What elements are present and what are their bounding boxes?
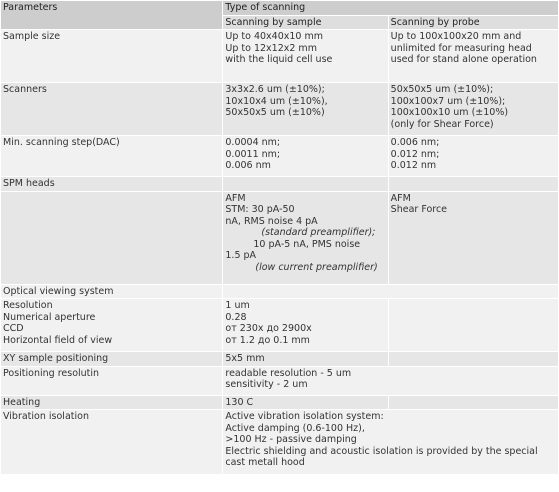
row-label: Positioning resolutin [1, 367, 222, 395]
scanning-by-probe-header: Scanning by probe [389, 16, 558, 30]
optical-values: 1 um 0.28 от 230x до 2900x от 1.2 до 0.1 mm [223, 299, 387, 351]
type-of-scanning-header: Type of scanning [223, 1, 558, 15]
positioning-resolution-value: readable resolution - 5 um sensitivity - 2 um [223, 367, 558, 395]
table-row [1, 285, 558, 299]
sample-value: AFM STM: 30 pA-50 nA, RMS noise 4 pA (standard preamplifier); 10 pA-5 nA, PMS noise 1.5 pA (low current preamplifier) [223, 192, 387, 284]
row-label: SPM heads [1, 177, 222, 191]
table-row [1, 396, 558, 410]
row-label: Vibration isolation [1, 410, 222, 474]
sample-value: Up to 40x40x10 mm Up to 12x12x2 mm with the liquid cell use [223, 30, 387, 82]
row-label: Resolution Numerical aperture CCD Horizontal field of view [1, 299, 222, 351]
table-row [1, 192, 558, 284]
table-row [1, 177, 558, 191]
probe-value: AFM Shear Force [389, 192, 558, 284]
table-row [1, 410, 558, 474]
row-label: Optical viewing system [1, 285, 222, 299]
vibration-value: Active vibration isolation system: Active damping (0.6-100 Hz), >100 Hz - passive damping Electric shielding and acoustic isolation is provided by the special cast metall hood [223, 410, 558, 474]
table-header-row [1, 1, 558, 15]
row-label: Scanners [1, 83, 222, 135]
probe-value: 50x50x5 um (±10%); 100x100x7 um (±10%); 100x100x10 um (±10%) (only for Shear Force) [389, 83, 558, 135]
row-label: Heating [1, 396, 222, 410]
xy-value: 5x5 mm [223, 352, 387, 366]
table-row [1, 136, 558, 176]
row-label: Min. scanning step(DAC) [1, 136, 222, 176]
table-row [1, 367, 558, 395]
heating-value: 130 C [223, 396, 387, 410]
table-row [1, 299, 558, 351]
table-row [1, 83, 558, 135]
table-row [1, 352, 558, 366]
probe-value: 0.006 nm; 0.012 nm; 0.012 nm [389, 136, 558, 176]
sample-value: 0.0004 nm; 0.0011 nm; 0.006 nm [223, 136, 387, 176]
scanning-by-sample-header: Scanning by sample [223, 16, 387, 30]
row-label: Sample size [1, 30, 222, 82]
probe-value: Up to 100x100x20 mm and unlimited for measuring head used for stand alone operation [389, 30, 558, 82]
table-row [1, 30, 558, 82]
parameters-header: Parameters [1, 1, 222, 29]
row-label: XY sample positioning [1, 352, 222, 366]
sample-value: 3x3x2.6 um (±10%); 10x10x4 um (±10%), 50x50x5 um (±10%) [223, 83, 387, 135]
